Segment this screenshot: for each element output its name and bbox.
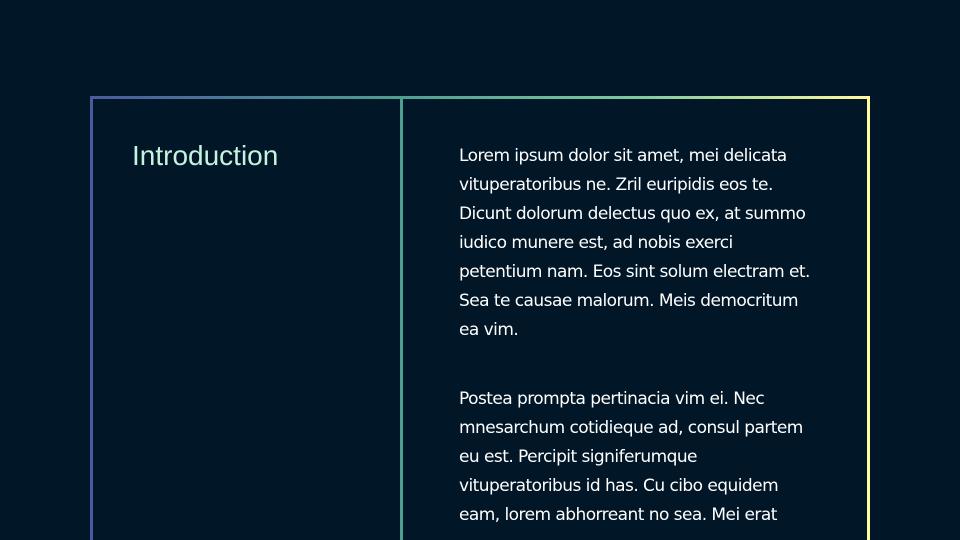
frame-top-border bbox=[90, 96, 870, 99]
body-paragraph-2: Postea prompta pertinacia vim ei. Nec mnesarchum cotidieque ad, consul partem eu est. Percipit signiferumque vituperatoribus id has. Cu cibo equidem eam, lorem abhorreant no sea. Mei erat bbox=[459, 389, 803, 525]
column-divider bbox=[400, 96, 403, 540]
body-text-column bbox=[459, 142, 819, 540]
frame-left-border bbox=[90, 96, 93, 540]
content-frame bbox=[90, 96, 870, 540]
frame-right-border bbox=[867, 96, 870, 540]
section-heading: Introduction bbox=[132, 140, 279, 171]
body-paragraph-1: Lorem ipsum dolor sit amet, mei delicata vituperatoribus ne. Zril euripidis eos te. Dicunt dolorum delectus quo ex, at summo iudico munere est, ad nobis exerci petentium nam. Eos sint solum electram et. Sea te causae malorum. Meis democritum ea vim. bbox=[459, 146, 810, 340]
